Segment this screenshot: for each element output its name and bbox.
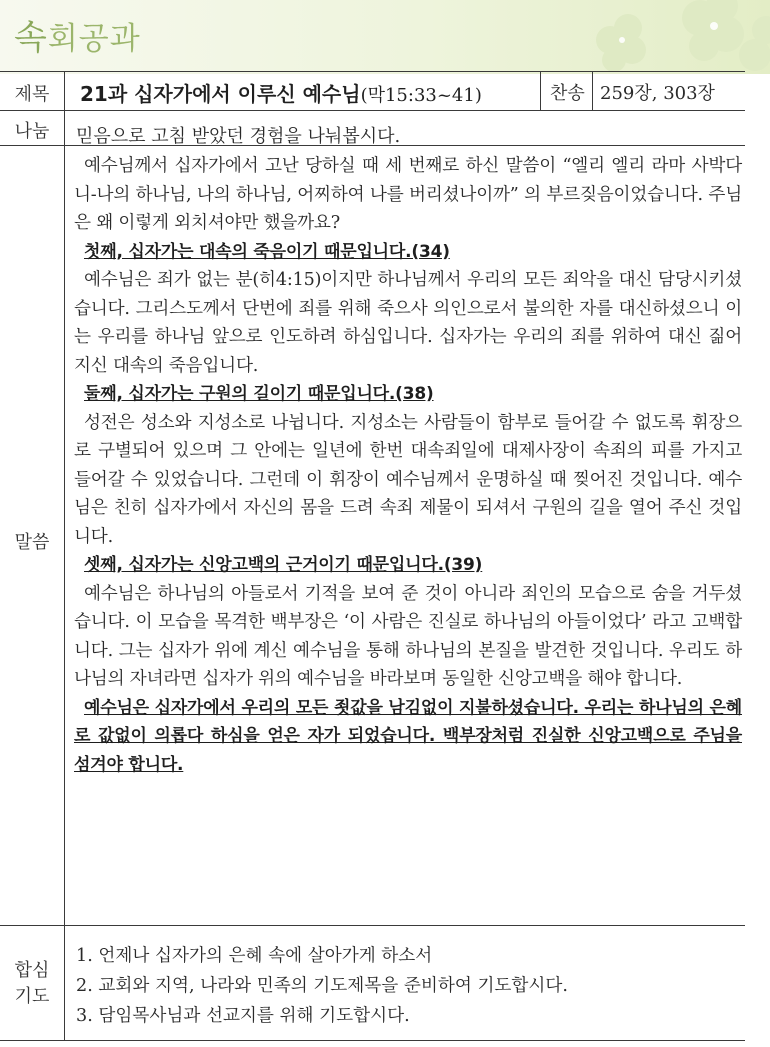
label-prayer-line2: 기도 (14, 986, 50, 1007)
sermon-paragraph-3: 예수님은 하나님의 아들로서 기적을 보여 준 것이 아니라 죄인의 모습으로 숨을 거두셨습니다. 이 모습을 목격한 백부장은 ‘이 사람은 진실로 하나님의 아들이었다’ 라고 고백합니다. 그는 십자가 위에 계신 예수님을 통해 하나님의 본질을 발견한 것입니다. 우리도 하나님의 자녀라면 십자가 위의 예수님을 바라보며 동일한 신앙고백을 해야 합니다. (74, 583, 742, 689)
rule-title (0, 110, 745, 111)
lesson-title-main: 21과 십자가에서 이루신 예수님 (80, 82, 361, 106)
prayer-list (76, 941, 746, 1031)
label-prayer (0, 958, 64, 1010)
lesson-title-ref: (막15:33~41) (360, 85, 482, 106)
hymn-divider-right (592, 71, 593, 110)
sermon-paragraph-1: 예수님은 죄가 없는 분(히4:15)이지만 하나님께서 우리의 모든 죄악을 대신 담당시키셨습니다. 그리스도께서 단번에 죄를 위해 죽으사 의인으로서 불의한 자를 대신하셨으니 이는 우리를 하나님 앞으로 인도하려 하심입니다. 십자가는 우리의 죄를 위하여 대신 짊어지신 대속의 죽음입니다. (74, 270, 742, 376)
column-divider (64, 71, 65, 1040)
rule-top (0, 71, 745, 72)
sermon-conclusion: 예수님은 십자가에서 우리의 모든 죗값을 남김없이 지불하셨습니다. 우리는 하나님의 은혜로 값없이 의롭다 하심을 얻은 자가 되었습니다. 백부장처럼 진실한 신앙고백으로 주님을 섬겨야 합니다. (74, 697, 742, 775)
label-word: 말씀 (14, 532, 50, 553)
label-title: 제목 (14, 84, 50, 105)
sermon-intro: 예수님께서 십자가에서 고난 당하실 때 세 번째로 하신 말씀이 “엘리 엘리 라마 사박다니-나의 하나님, 나의 하나님, 어찌하여 나를 버리셨나이까” 의 부르짖음이었습니다. 주님은 왜 이렇게 외치셔야만 했을까요? (74, 156, 742, 233)
share-text: 믿음으로 고침 받았던 경험을 나눠봅시다. (76, 126, 401, 147)
sermon-heading-1: 첫째, 십자가는 대속의 죽음이기 때문입니다.(34) (84, 241, 450, 262)
prayer-item: 2. 교회와 지역, 나라와 민족의 기도제목을 준비하여 기도합시다. (76, 976, 569, 996)
rule-word (0, 925, 745, 926)
sermon-heading-3: 셋째, 십자가는 신앙고백의 근거이기 때문입니다.(39) (84, 555, 483, 575)
hymn-value: 259장, 303장 (600, 83, 715, 104)
prayer-item: 1. 언제나 십자가의 은혜 속에 살아가게 하소서 (76, 946, 433, 966)
sermon-body (74, 152, 742, 779)
brand-rest: 회공과 (47, 21, 141, 57)
header-band (0, 0, 770, 74)
lesson-title (80, 78, 482, 107)
label-share: 나눔 (14, 121, 50, 142)
clover-decoration-icon (570, 0, 770, 74)
hymn-divider-left (540, 71, 541, 110)
sermon-paragraph-2: 성전은 성소와 지성소로 나뉩니다. 지성소는 사람들이 함부로 들어갈 수 없도록 휘장으로 구별되어 있으며 그 안에는 일년에 한번 대속죄일에 대제사장이 속죄의 피를 가지고 들어갈 수 있었습니다. 그런데 이 휘장이 예수님께서 운명하실 때 찢어진 것입니다. 예수님은 친히 십자가에서 자신의 몸을 드려 속죄 제물이 되셔서 구원의 길을 열어 주신 것입니다. (74, 412, 742, 547)
prayer-item: 3. 담임목사님과 선교지를 위해 기도합시다. (76, 1006, 410, 1026)
rule-bottom (0, 1040, 745, 1041)
hymn-label: 찬송 (550, 83, 585, 104)
label-prayer-line1: 합심 (14, 960, 50, 981)
sermon-heading-2: 둘째, 십자가는 구원의 길이기 때문입니다.(38) (84, 384, 434, 404)
brand-title (14, 10, 141, 59)
brand-first-char: 속 (14, 18, 48, 58)
